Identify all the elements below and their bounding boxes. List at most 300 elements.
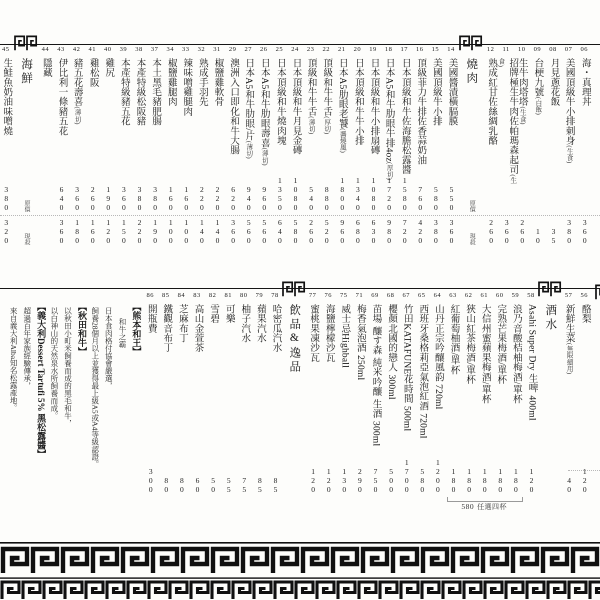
item-number: 43 <box>57 46 65 53</box>
item-name: 完熟芒果梅酒/單杯 <box>495 304 506 385</box>
info-heading: 【熊本和王】 <box>131 302 142 356</box>
menu-item <box>178 46 194 246</box>
item-price-sale: 180 <box>72 218 82 245</box>
item-number: 23 <box>306 46 315 53</box>
item-price-sale: 190 <box>150 218 160 245</box>
item-note: (無限續用) <box>565 342 573 375</box>
menu-item <box>162 46 178 246</box>
item-name: 澳洲入口即化和牛大腸 <box>228 58 239 155</box>
drinks-desserts-menu-band <box>0 292 600 511</box>
item-price: 85 <box>255 476 265 494</box>
item-price-sale: 960 <box>337 218 347 245</box>
item-number: 67 <box>402 292 410 299</box>
menu-item <box>320 292 336 502</box>
item-price: 120 <box>324 467 334 494</box>
menu-item <box>272 46 288 246</box>
item-price-sale: 320 <box>1 218 11 245</box>
item-number: 32 <box>197 46 206 53</box>
item-price: 85 <box>270 476 280 494</box>
item-price-original: 1800 <box>337 176 347 212</box>
item-number: 83 <box>193 292 201 299</box>
item-number: 65 <box>418 292 426 299</box>
item-note: (薄切) <box>73 106 81 125</box>
meander-icon <box>13 35 38 51</box>
item-number: 71 <box>355 292 364 299</box>
item-price-sale: 260 <box>517 218 527 245</box>
item-name: 新鮮生菜(無限續用) <box>563 304 574 375</box>
item-number: 62 <box>464 292 473 299</box>
item-name: 鐵觀音布丁 <box>161 304 172 353</box>
item-number: 76 <box>324 292 332 299</box>
item-number: 75 <box>340 292 348 299</box>
meander-icon <box>594 284 600 305</box>
item-name: 日本A5和牛肋眼/片(薄切) <box>243 58 254 159</box>
item-name: 頂級和牛牛舌(厚切) <box>321 58 332 135</box>
menu-item <box>561 292 577 502</box>
item-name: 伊比利一條豬五花 <box>56 58 67 136</box>
item-name: 海・真理丼 <box>579 58 590 107</box>
item-name: 高山金萱茶 <box>192 304 203 353</box>
item-price: 580 <box>417 467 427 494</box>
item-price-original: 220 <box>197 185 207 212</box>
menu-item <box>318 46 334 246</box>
item-name: 浪乃音酸桔柚梅酒/單杯 <box>510 304 521 404</box>
item-name: 本產特級豬五花 <box>118 58 129 126</box>
menu-item <box>209 46 225 246</box>
item-price-sale: 260 <box>306 218 316 245</box>
menu-item <box>147 46 163 246</box>
item-name: 美國頂級牛小排 <box>430 58 441 126</box>
item-price-sale: 10 <box>533 227 543 245</box>
info-heading: 【義大利Dessert Tartufi 5% 黑松露醬】 <box>36 302 47 459</box>
menu-item <box>0 46 14 246</box>
item-name: 梅香氣泡酒 250ml <box>354 304 365 381</box>
item-number: 27 <box>244 46 252 53</box>
item-name: 日本A5肋眼老饕(醬燒風) <box>336 58 347 154</box>
item-number: 24 <box>291 46 299 53</box>
item-price: 290 <box>355 467 365 494</box>
menu-item <box>430 292 446 502</box>
meander-border-pattern <box>0 542 600 600</box>
deal-price-row-label: 現殺 <box>22 233 29 245</box>
menu-item <box>220 292 236 502</box>
item-number: 56 <box>580 292 588 299</box>
menu-item <box>267 292 283 502</box>
menu-item <box>158 292 174 502</box>
item-number: 15 <box>431 46 440 53</box>
item-price: 180 <box>464 467 474 494</box>
item-number: 86 <box>146 292 154 299</box>
item-price-sale: 360 <box>56 218 66 245</box>
item-number: 17 <box>400 46 408 53</box>
item-name: 生鮭魚奶油味噌燒 <box>1 58 12 136</box>
item-number: 21 <box>338 46 346 53</box>
menu-item <box>225 46 241 246</box>
item-name: 豬五花壽喜(薄切) <box>71 58 82 125</box>
original-price-row-label: 原價 <box>468 200 475 212</box>
item-price-sale: 360 <box>580 218 590 245</box>
item-name: 月見蔥花飯 <box>548 58 559 107</box>
item-name: 辣味噌雞腿肉 <box>181 58 192 117</box>
meander-icon <box>458 35 483 51</box>
item-number: 31 <box>213 46 221 53</box>
info-text: 以秋田小町米飼養而成的黑毛和牛， <box>63 307 73 427</box>
menu-item <box>381 46 397 246</box>
item-price-original: 160 <box>166 185 176 212</box>
item-price-original: 220 <box>212 185 222 212</box>
item-price-original: 760 <box>415 185 425 212</box>
item-price-sale: 120 <box>103 218 113 245</box>
item-note: (薄切) <box>245 140 253 159</box>
item-price-original: 1080 <box>290 176 300 212</box>
item-name: 西班牙桑格莉亞氣泡紅酒 720ml <box>417 304 428 439</box>
menu-item <box>287 46 303 246</box>
item-name: 雪碧 <box>208 304 219 324</box>
item-number: 63 <box>449 292 457 299</box>
menu-item <box>576 46 592 246</box>
menu-item <box>350 46 366 246</box>
deal-price-row-label: 現殺 <box>468 233 475 245</box>
item-number: 38 <box>135 46 143 53</box>
item-price: 120 <box>308 467 318 494</box>
item-price: 120 <box>580 467 590 494</box>
menu-item <box>252 292 268 502</box>
menu-item <box>483 46 499 246</box>
item-name: 櫻顏北國的戀人 300ml <box>386 304 397 400</box>
item-number: 26 <box>260 46 268 53</box>
item-price: 55 <box>224 476 234 494</box>
item-price: 120 <box>526 467 536 494</box>
item-price-sale: 220 <box>134 218 144 245</box>
item-number: 37 <box>150 46 159 53</box>
item-name: 生牛肉塔塔(生食) <box>516 58 527 125</box>
item-name: 日本頂級和牛月見金磚 <box>290 58 301 155</box>
item-name: 狹山紅茶梅酒/單杯 <box>464 304 475 385</box>
item-name: 雞尻 <box>103 58 114 78</box>
item-price: 130 <box>339 467 349 494</box>
item-name: 竹田KATAFUNE花時間 500ml <box>401 304 412 432</box>
item-note: (白飯) <box>534 96 542 115</box>
item-number: 33 <box>182 46 190 53</box>
item-price-original: 380 <box>134 185 144 212</box>
item-number: 42 <box>72 46 81 53</box>
menu-item <box>236 292 252 502</box>
item-price-sale: 560 <box>244 218 254 245</box>
item-price-original: 380 <box>150 185 160 212</box>
item-name: 日本頂級和牛燒肉塊 <box>274 58 285 146</box>
item-name: 哈密瓜汽水 <box>270 304 281 353</box>
item-name: 頂級和牛牛舌(薄切) <box>305 58 316 135</box>
item-name: 大信州蜜蘋果梅酒/單杯 <box>479 304 490 404</box>
menu-item <box>367 292 383 502</box>
item-number: 59 <box>511 292 520 299</box>
menu-item <box>445 292 461 502</box>
menu-item <box>142 292 158 502</box>
menu-item <box>508 292 524 502</box>
item-name: 美國頂級牛小排刺身(生食) <box>563 58 574 164</box>
menu-item <box>396 46 412 246</box>
item-price-original: 550 <box>446 185 456 212</box>
item-name: 日本A5和牛肋眼壽喜(薄切) <box>258 58 269 166</box>
menu-item <box>352 292 368 502</box>
item-price: 75 <box>239 476 249 494</box>
item-price-original: 640 <box>56 185 66 212</box>
item-name: 台梗九號(白飯) <box>532 58 543 115</box>
item-number: 07 <box>564 46 573 53</box>
section-column <box>539 292 561 502</box>
item-number: 58 <box>527 292 535 299</box>
item-name: 頂級菲力牛排佐香蒜奶油 <box>415 58 426 165</box>
item-number: 25 <box>275 46 284 53</box>
menu-item <box>69 46 85 246</box>
info-text: 和牛之霸 <box>117 318 127 348</box>
item-name: 日本頂級和牛牛小排 <box>352 58 363 146</box>
menu-item <box>365 46 381 246</box>
item-number: 44 <box>41 46 50 53</box>
menu-item <box>492 292 508 502</box>
item-number: 81 <box>224 292 232 299</box>
item-price-original: 540 <box>306 185 316 212</box>
item-price-sale: 160 <box>88 218 98 245</box>
item-note: (薄切) <box>260 147 268 166</box>
item-note: (厚切) <box>385 161 393 181</box>
item-price-sale: 140 <box>212 218 222 245</box>
item-note: (生食) <box>497 58 517 184</box>
item-name: 蘋果汽水 <box>254 304 265 343</box>
item-price-sale: 360 <box>228 218 238 245</box>
item-number: 12 <box>486 46 495 53</box>
item-number: 34 <box>166 46 174 53</box>
info-heading: 【秋田和牛】 <box>76 302 87 356</box>
original-price-row-label: 原價 <box>22 200 29 212</box>
menu-item <box>303 46 319 246</box>
item-price-original: 960 <box>259 185 269 212</box>
item-number: 82 <box>208 292 217 299</box>
item-price: 1700 <box>402 458 412 494</box>
item-name: 酪梨 <box>579 304 590 324</box>
item-price-sale: 580 <box>290 218 300 245</box>
item-price-original: 360 <box>72 185 82 212</box>
item-price-original: 160 <box>181 185 191 212</box>
item-name: 紅葡萄柚酒/單杯 <box>448 304 459 375</box>
item-price-sale: 140 <box>197 218 207 245</box>
item-price: 500 <box>386 467 396 494</box>
menu-item <box>84 46 100 246</box>
item-number: 57 <box>564 292 573 299</box>
item-price: 750 <box>370 467 380 494</box>
item-number: 78 <box>271 292 279 299</box>
item-name: 蜜桃果凍沙瓦 <box>308 304 319 363</box>
info-text: 飼養28個月以上並獲得最上級A5或A4等級認證。 <box>90 307 100 468</box>
item-number: 14 <box>447 46 455 53</box>
item-number: 08 <box>549 46 557 53</box>
section-label: 海鮮 <box>20 58 33 86</box>
item-name: 海鹽檸檬沙瓦 <box>323 304 334 363</box>
item-number: 45 <box>2 46 10 53</box>
menu-item <box>576 292 592 502</box>
multi-glass-deal-label: 580 任選四杯 <box>461 502 508 511</box>
item-name: 芝麻布丁 <box>176 304 187 343</box>
item-name: 苗場 釀す森 純米吟釀 生酒 300ml <box>370 304 381 447</box>
item-price-sale: 560 <box>259 218 269 245</box>
item-number: 80 <box>240 292 248 299</box>
section-column <box>283 292 305 502</box>
item-number: 77 <box>308 292 317 299</box>
item-number: 69 <box>371 292 379 299</box>
item-price-original: 580 <box>431 185 441 212</box>
menu-item <box>412 46 428 246</box>
item-number: 29 <box>228 46 237 53</box>
item-price-original: 880 <box>322 185 332 212</box>
item-number: 84 <box>177 292 186 299</box>
item-price: 180 <box>511 467 521 494</box>
item-note: (薄切) <box>307 116 315 135</box>
item-number: 79 <box>255 292 264 299</box>
item-name: 開瓶費 <box>145 304 156 334</box>
item-price: 80 <box>161 476 171 494</box>
item-name: 美國醬漬橫膈膜 <box>446 58 457 126</box>
item-price-sale: 640 <box>275 218 285 245</box>
item-name: 日本頂級和牛小排扇磚 <box>368 58 379 155</box>
item-number: 41 <box>88 46 96 53</box>
item-name: 隱藏 <box>40 58 51 78</box>
info-text: 超過百年家族經驗傳承， <box>22 307 32 390</box>
item-price: 80 <box>177 476 187 494</box>
item-price-original: 360 <box>119 185 129 212</box>
item-number: 61 <box>480 292 488 299</box>
section-label: 燒肉 <box>465 58 478 86</box>
item-name: Asahi Super Dry 生啤 400ml <box>526 304 537 421</box>
menu-item <box>443 46 459 246</box>
item-number: 22 <box>322 46 330 53</box>
item-price-sale: 680 <box>353 218 363 245</box>
item-number: 10 <box>518 46 526 53</box>
item-price: 180 <box>495 467 505 494</box>
menu-item <box>561 46 577 246</box>
menu-item <box>174 292 190 502</box>
item-note: (生食) <box>518 106 526 125</box>
item-price-sale: 980 <box>384 218 394 245</box>
item-price-original: 380 <box>1 185 11 212</box>
item-number: 60 <box>496 292 504 299</box>
meander-icon <box>281 281 306 297</box>
menu-item <box>100 46 116 246</box>
menu-item <box>53 46 69 246</box>
menu-item <box>205 292 221 502</box>
item-name: 熟成手羽先 <box>196 58 207 107</box>
item-name: 日本A5和牛肋眼牛排4oz(厚切) <box>383 58 394 181</box>
item-number: 64 <box>433 292 442 299</box>
menu-item <box>461 292 477 502</box>
section-column <box>459 46 483 246</box>
item-price-original: 1720 <box>384 176 394 212</box>
item-price-sale: 360 <box>446 218 456 245</box>
item-number: 19 <box>369 46 377 53</box>
menu-item <box>497 46 518 246</box>
menu-item <box>256 46 272 246</box>
item-name: 熟成紅甘佐絲綢乳酪 <box>486 58 497 146</box>
item-name: 日本頂級和牛佐海膽松露醬 <box>399 58 410 175</box>
item-name: 椒鹽雞軟骨 <box>212 58 223 107</box>
item-price-sale: 100 <box>166 218 176 245</box>
info-text: 以白神山的天然泉水所飼養而成。 <box>49 307 59 420</box>
item-price: 40 <box>564 476 574 494</box>
menu-item <box>189 292 205 502</box>
item-price-original: 620 <box>228 185 238 212</box>
item-note: (厚切) <box>323 116 331 135</box>
info-text: 來自義大利Alba知名松露產地。 <box>9 307 19 412</box>
item-price-original: 260 <box>88 185 98 212</box>
item-price-sale: 520 <box>322 218 332 245</box>
item-price-original: 190 <box>103 185 113 212</box>
item-name: 本土黑毛豬肥腸 <box>150 58 161 126</box>
item-price: 1200 <box>433 458 443 494</box>
menu-item <box>38 46 54 246</box>
item-number: 20 <box>353 46 362 53</box>
item-name: 柚子汽水 <box>239 304 250 343</box>
item-number: 16 <box>416 46 424 53</box>
item-name: 雞松阪 <box>87 58 98 88</box>
item-note: (生食) <box>565 145 573 164</box>
item-name: 山丹正宗吟釀風韵 720ml <box>432 304 443 410</box>
item-price-original: 1340 <box>353 176 363 212</box>
meander-icon <box>537 281 562 297</box>
section-column <box>14 46 38 246</box>
section-label: 酒水 <box>544 304 557 332</box>
item-price-sale: 630 <box>368 218 378 245</box>
menu-item <box>194 46 210 246</box>
item-number: 18 <box>384 46 393 53</box>
item-price-sale: 720 <box>400 218 410 245</box>
item-name: 椒鹽雞腿肉 <box>165 58 176 107</box>
item-price-sale: 420 <box>415 218 425 245</box>
menu-item <box>336 292 352 502</box>
menu-item <box>398 292 414 502</box>
item-price-original: 1350 <box>275 176 285 212</box>
item-price-original: 1080 <box>368 176 378 212</box>
item-price: 50 <box>208 476 218 494</box>
item-price: 60 <box>192 476 202 494</box>
item-price-sale: 100 <box>181 218 191 245</box>
item-name: 可樂 <box>223 304 234 324</box>
item-name: 招牌極生牛肉佐帕瑪森起司(生食) <box>497 58 518 184</box>
menu-item <box>523 292 539 502</box>
item-number: 11 <box>502 46 510 53</box>
item-number: 09 <box>533 46 542 53</box>
item-price-sale: 150 <box>119 218 129 245</box>
item-price-sale: 380 <box>564 218 574 245</box>
item-number: 06 <box>580 46 588 53</box>
item-price-original: 940 <box>244 185 254 212</box>
menu-item <box>116 46 132 246</box>
item-price-sale: 380 <box>431 218 441 245</box>
menu-item <box>428 46 444 246</box>
menu-item <box>545 46 561 246</box>
menu-item <box>334 46 350 246</box>
grill-seafood-menu-band <box>0 46 600 246</box>
menu-item <box>383 292 399 502</box>
item-price: 180 <box>480 467 490 494</box>
menu-item <box>131 46 147 246</box>
item-number: 39 <box>119 46 128 53</box>
item-name: 本產特級松阪豬 <box>134 58 145 126</box>
item-number: 85 <box>162 292 170 299</box>
menu-item <box>476 292 492 502</box>
menu-item <box>414 292 430 502</box>
item-number: 68 <box>386 292 395 299</box>
menu-item <box>305 292 321 502</box>
item-price: 300 <box>146 467 156 494</box>
